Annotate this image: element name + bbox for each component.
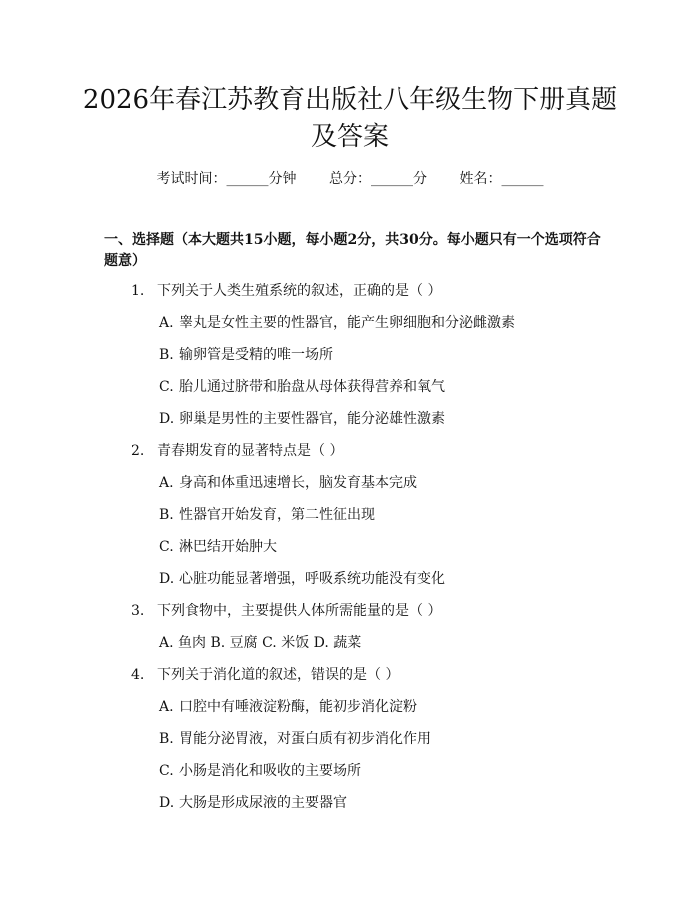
question-stem: 下列关于消化道的叙述，错误的是（ ） — [157, 667, 400, 683]
exam-title: 2026年春江苏教育出版社八年级生物下册真题及答案 — [82, 85, 618, 152]
question-3 — [131, 601, 441, 621]
option-4b — [159, 729, 431, 749]
option-text: 小肠是消化和吸收的主要场所 — [179, 763, 361, 779]
question-number: 2. — [131, 443, 145, 459]
option-text: 输卵管是受精的唯一场所 — [179, 347, 333, 363]
question-4 — [131, 665, 399, 685]
option-letter: D. — [159, 795, 175, 811]
option-1c — [159, 377, 445, 397]
total-score-field: 总分：______分 — [329, 171, 427, 187]
question-1 — [131, 281, 441, 301]
option-letter: C. — [159, 379, 174, 395]
option-2b — [159, 505, 375, 525]
option-letter: A. — [159, 699, 174, 715]
option-letter: C. — [159, 539, 174, 555]
question-stem: 青春期发育的显著特点是（ ） — [157, 443, 344, 459]
exam-info-row — [0, 168, 700, 188]
option-2d — [159, 569, 445, 589]
option-text: 身高和体重迅速增长，脑发育基本完成 — [179, 475, 417, 491]
option-letter: A. — [159, 315, 174, 331]
option-letter: B. — [159, 731, 174, 747]
option-1b — [159, 345, 333, 365]
option-2c — [159, 537, 277, 557]
option-1d — [159, 409, 445, 429]
option-letter: D. — [159, 411, 175, 427]
section-heading: 一、选择题（本大题共15小题，每小题2分，共30分。每小题只有一个选项符合题意） — [104, 232, 601, 269]
question-stem: 下列关于人类生殖系统的叙述，正确的是（ ） — [157, 283, 442, 299]
option-4d — [159, 793, 347, 813]
option-letter: B. — [159, 347, 174, 363]
option-text: 胃能分泌胃液，对蛋白质有初步消化作用 — [179, 731, 431, 747]
option-text: 大肠是形成尿液的主要器官 — [179, 795, 347, 811]
option-text: 口腔中有唾液淀粉酶，能初步消化淀粉 — [179, 699, 417, 715]
option-2a — [159, 473, 417, 493]
option-text: 睾丸是女性主要的性器官，能产生卵细胞和分泌雌激素 — [179, 315, 515, 331]
option-text: 性器官开始发育，第二性征出现 — [179, 507, 375, 523]
option-4c — [159, 761, 361, 781]
option-letter: B. — [159, 507, 174, 523]
question-stem: 下列食物中，主要提供人体所需能量的是（ ） — [157, 603, 442, 619]
option-text: 卵巢是男性的主要性器官，能分泌雄性激素 — [179, 411, 445, 427]
option-letter: A. — [159, 475, 174, 491]
exam-time-field: 考试时间：______分钟 — [156, 171, 297, 187]
option-4a — [159, 697, 417, 717]
question-2 — [131, 441, 343, 461]
question-number: 4. — [131, 667, 145, 683]
question-number: 1. — [131, 283, 145, 299]
option-text: 心脏功能显著增强，呼吸系统功能没有变化 — [179, 571, 445, 587]
option-letter: D. — [159, 571, 175, 587]
option-letter: C. — [159, 763, 174, 779]
options-3-inline: A. 鱼肉 B. 豆腐 C. 米饭 D. 蔬菜 — [159, 635, 362, 651]
option-1a — [159, 313, 515, 333]
student-name-field: 姓名：______ — [459, 171, 544, 187]
question-number: 3. — [131, 603, 145, 619]
option-text: 胎儿通过脐带和胎盘从母体获得营养和氧气 — [179, 379, 445, 395]
option-text: 淋巴结开始肿大 — [179, 539, 277, 555]
